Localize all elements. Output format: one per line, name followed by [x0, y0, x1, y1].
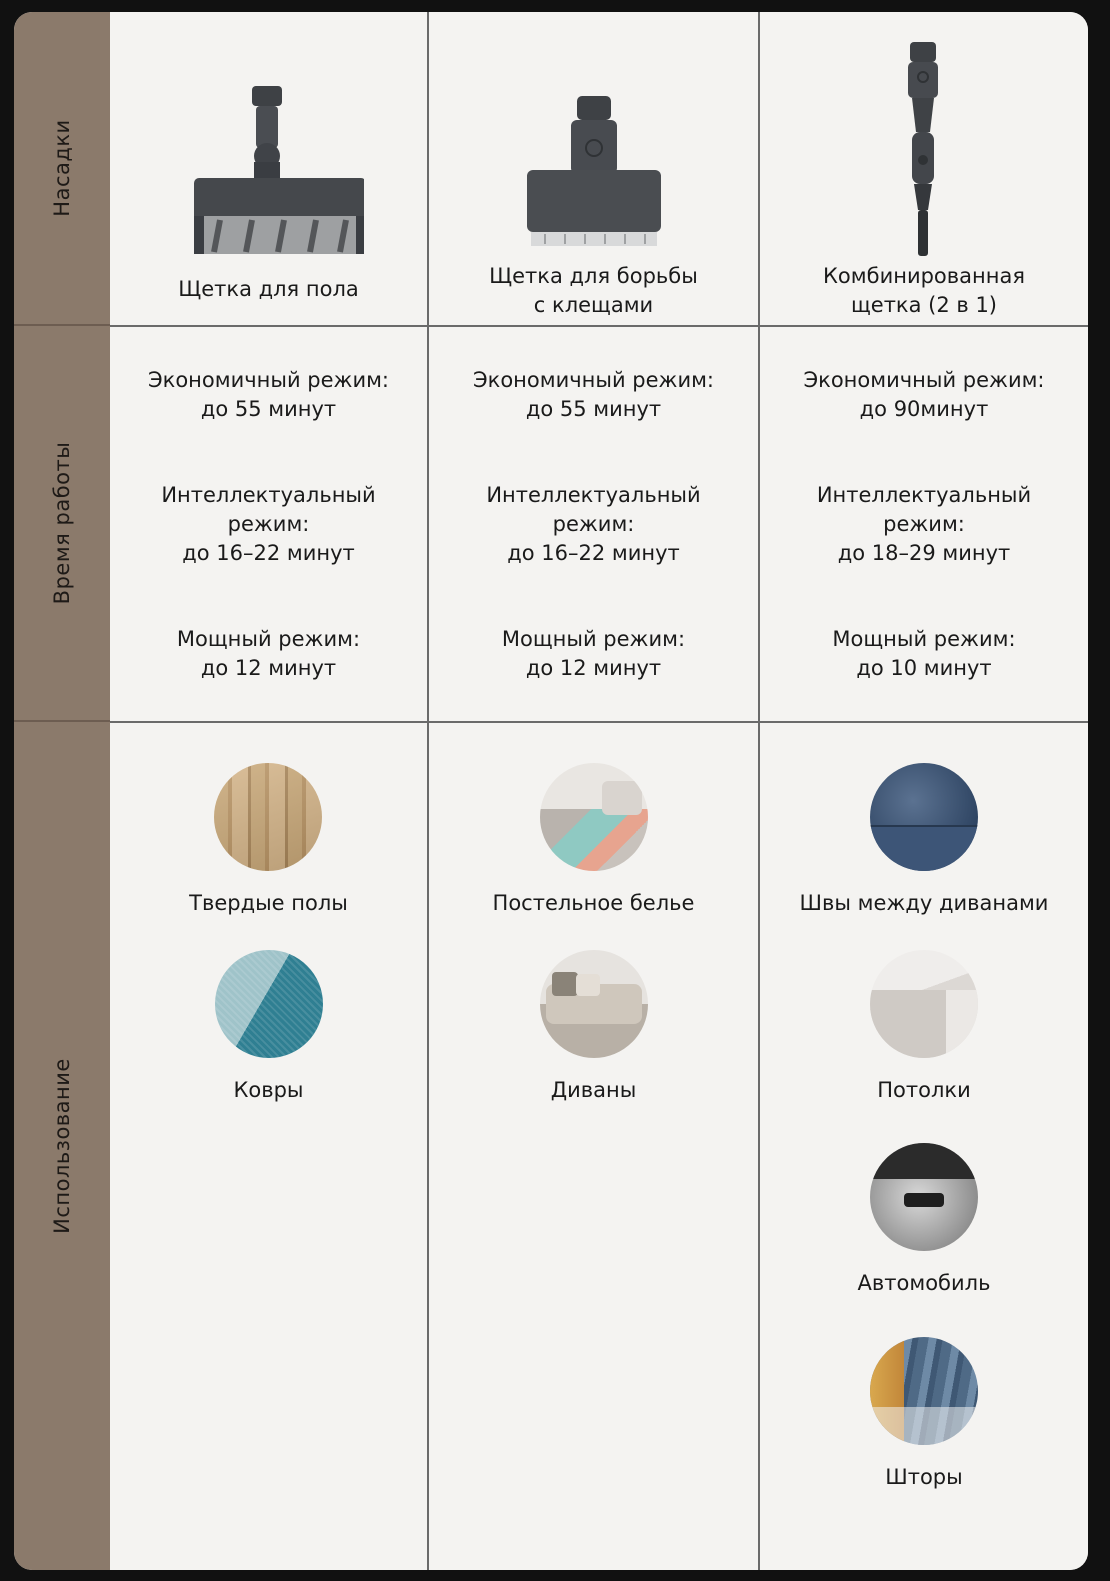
usage-label: Автомобиль: [857, 1271, 991, 1295]
attachment-cell-floor: [110, 12, 427, 325]
usage-item: [870, 1337, 978, 1489]
runtime-smart: Интеллектуальный режим: до 16–22 минут: [161, 482, 376, 565]
runtime-power: Мощный режим: до 10 минут: [832, 626, 1016, 680]
row-header-usage-label: Использование: [50, 1058, 74, 1234]
row-divider: [110, 325, 1088, 327]
usage-label: Швы между диванами: [799, 891, 1049, 915]
sofa-image: [540, 950, 648, 1058]
car-interior-image: [870, 1143, 978, 1251]
carpet-image: [215, 950, 323, 1058]
usage-label: Потолки: [877, 1078, 971, 1102]
runtime-smart: Интеллектуальный режим: до 18–29 минут: [816, 482, 1032, 565]
usage-item: [800, 763, 1049, 915]
runtime-eco: Экономичный режим: до 55 минут: [472, 367, 715, 421]
runtime-power: Мощный режим: до 12 минут: [501, 626, 686, 680]
row-header-attachments-label: Насадки: [50, 119, 74, 217]
hardwood-floor-image: [214, 763, 322, 871]
column-divider: [427, 12, 429, 1570]
runtime-text-floor: [148, 337, 389, 712]
runtime-text-combo: [803, 337, 1044, 712]
row-header-attachments: [14, 12, 110, 326]
ceiling-image: [870, 950, 978, 1058]
usage-cell-floor: [110, 723, 427, 1570]
runtime-eco: Экономичный режим: до 55 минут: [147, 367, 390, 421]
runtime-cell-combo: [760, 327, 1088, 721]
usage-item: [870, 950, 978, 1102]
row-divider: [110, 721, 1088, 723]
usage-cell-combo: [760, 723, 1088, 1570]
usage-item: [858, 1143, 991, 1295]
runtime-cell-mite: [429, 327, 758, 721]
curtains-image: [870, 1337, 978, 1445]
usage-label: Диваны: [550, 1078, 637, 1102]
usage-cell-mite: [429, 723, 758, 1570]
usage-item: [189, 763, 348, 915]
combo-brush-icon: [884, 40, 964, 260]
row-header-runtime-label: Время работы: [50, 441, 74, 605]
row-header-usage: [14, 722, 110, 1570]
attachment-label-floor: Щетка для пола: [178, 277, 359, 301]
comparison-table: [14, 12, 1088, 1570]
attachment-cell-combo: [760, 12, 1088, 325]
column-divider: [758, 12, 760, 1570]
attachment-label-combo: Комбинированная щетка (2 в 1): [823, 264, 1025, 317]
bed-linen-image: [540, 763, 648, 871]
runtime-cell-floor: [110, 327, 427, 721]
usage-item: [493, 763, 695, 915]
mite-brush-icon: [519, 92, 669, 252]
usage-label: Шторы: [885, 1465, 963, 1489]
usage-label: Постельное белье: [492, 891, 695, 915]
runtime-power: Мощный режим: до 12 минут: [176, 626, 361, 680]
usage-item: [215, 950, 323, 1102]
usage-item: [540, 950, 648, 1102]
row-header-runtime: [14, 326, 110, 722]
usage-label: Твердые полы: [189, 891, 348, 915]
attachment-label-mite: Щетка для борьбы с клещами: [489, 264, 698, 317]
sofa-seams-image: [870, 763, 978, 871]
runtime-text-mite: [473, 337, 714, 712]
runtime-smart: Интеллектуальный режим: до 16–22 минут: [486, 482, 701, 565]
attachment-cell-mite: [429, 12, 758, 325]
usage-label: Ковры: [233, 1078, 304, 1102]
floor-brush-icon: [174, 80, 364, 260]
runtime-eco: Экономичный режим: до 90минут: [803, 367, 1045, 421]
